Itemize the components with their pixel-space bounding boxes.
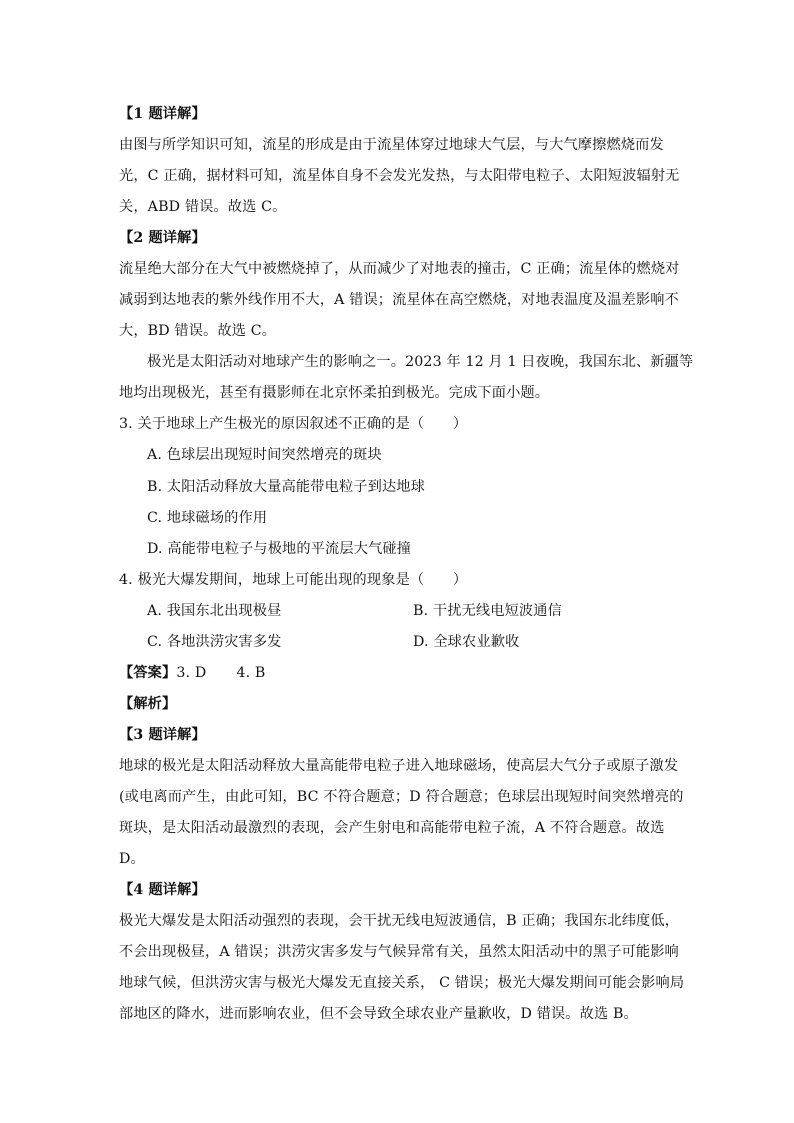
q3-detail-heading: 【3 题详解】 bbox=[119, 727, 206, 743]
question-4-option-c: C. 各地洪涝灾害多发 bbox=[147, 634, 282, 650]
answer-3: 3. D bbox=[176, 665, 207, 681]
question-4-option-d: D. 全球农业歉收 bbox=[413, 634, 520, 650]
question-3-stem: 3. 关于地球上产生极光的原因叙述不正确的是（ ） bbox=[119, 416, 468, 432]
question-4-stem: 4. 极光大爆发期间，地球上可能出现的现象是（ ） bbox=[119, 572, 468, 588]
q1-detail-heading: 【1 题详解】 bbox=[119, 106, 206, 122]
q1-detail-line-2: 光，C 正确，据材料可知，流星体自身不会发光发热，与太阳带电粒子、太阳短波辐射无 bbox=[119, 168, 680, 184]
material-line-1: 极光是太阳活动对地球产生的影响之一。2023 年 12 月 1 日夜晚，我国东北、新疆等 bbox=[147, 354, 694, 370]
q4-detail-heading: 【4 题详解】 bbox=[119, 882, 206, 898]
question-4-option-b: B. 干扰无线电短波通信 bbox=[413, 603, 562, 619]
q3-detail-line-4: D。 bbox=[119, 851, 145, 867]
q3-detail-line-1: 地球的极光是太阳活动释放大量高能带电粒子进入地球磁场，使高层大气分子或原子激发 bbox=[119, 758, 679, 774]
q3-detail-line-2: (或电离而产生，由此可知，BC 不符合题意；D 符合题意；色球层出现短时间突然增亮的 bbox=[119, 789, 684, 805]
q1-detail-line-3: 关，ABD 错误。故选 C。 bbox=[119, 199, 287, 215]
q2-detail-heading: 【2 题详解】 bbox=[119, 230, 206, 246]
q4-detail-line-2: 不会出现极昼，A 错误；洪涝灾害多发与气候异常有关，虽然太阳活动中的黑子可能影响 bbox=[119, 944, 679, 960]
question-4-option-a: A. 我国东北出现极昼 bbox=[147, 603, 282, 619]
material-line-2: 地均出现极光，甚至有摄影师在北京怀柔拍到极光。完成下面小题。 bbox=[119, 385, 550, 401]
q2-detail-line-3: 大，BD 错误。故选 C。 bbox=[119, 323, 277, 339]
question-3-option-c: C. 地球磁场的作用 bbox=[147, 510, 268, 526]
q4-detail-line-1: 极光大爆发是太阳活动强烈的表现，会干扰无线电短波通信，B 正确；我国东北纬度低， bbox=[119, 913, 680, 929]
q4-detail-line-4: 部地区的降水，进而影响农业，但不会导致全球农业产量歉收，D 错误。故选 B。 bbox=[119, 1006, 638, 1022]
q2-detail-line-1: 流星绝大部分在大气中被燃烧掉了，从而减少了对地表的撞击，C 正确；流星体的燃烧对 bbox=[119, 261, 680, 277]
q4-detail-line-3: 地球气候，但洪涝灾害与极光大爆发无直接关系， C 错误；极光大爆发期间可能会影响局 bbox=[119, 975, 685, 991]
answer-line bbox=[119, 663, 679, 683]
answer-4: 4. B bbox=[236, 665, 266, 681]
question-3-option-a: A. 色球层出现短时间突然增亮的斑块 bbox=[147, 447, 382, 463]
question-3-option-b: B. 太阳活动释放大量高能带电粒子到达地球 bbox=[147, 479, 425, 495]
answer-label: 【答案】 bbox=[119, 665, 177, 681]
q2-detail-line-2: 减弱到达地表的紫外线作用不大，A 错误；流星体在高空燃烧，对地表温度及温差影响不 bbox=[119, 292, 679, 308]
q3-detail-line-3: 斑块，是太阳活动最激烈的表现，会产生射电和高能带电粒子流，A 不符合题意。故选 bbox=[119, 820, 665, 836]
analysis-label: 【解析】 bbox=[119, 696, 177, 712]
q1-detail-line-1: 由图与所学知识可知，流星的形成是由于流星体穿过地球大气层，与大气摩擦燃烧而发 bbox=[119, 137, 664, 153]
question-3-option-d: D. 高能带电粒子与极地的平流层大气碰撞 bbox=[147, 541, 412, 557]
